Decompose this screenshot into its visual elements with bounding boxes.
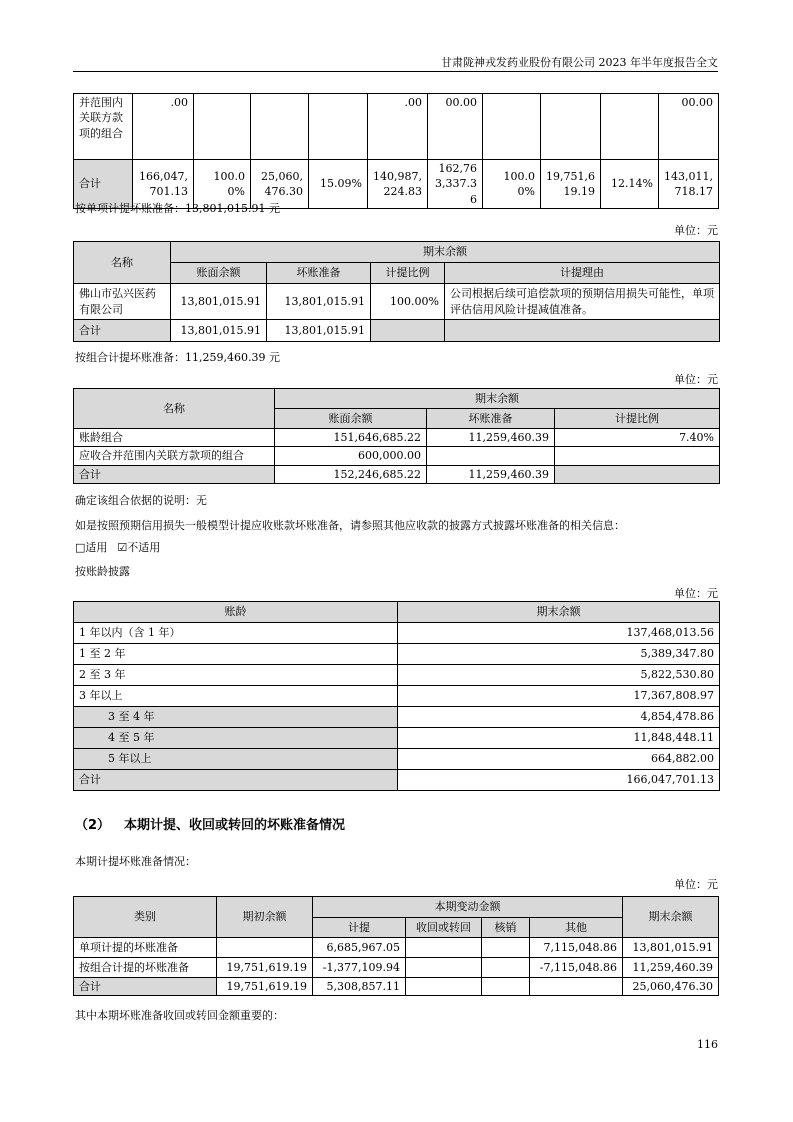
table-cell: 152,246,685.22 <box>275 465 427 483</box>
table-cell: 11,259,460.39 <box>427 429 555 447</box>
column-header: 核销 <box>482 918 530 938</box>
table-cell: 664,882.00 <box>398 749 720 770</box>
movement-footer-note: 其中本期坏账准备收回或转回金额重要的： <box>75 1009 284 1022</box>
column-header: 名称 <box>74 242 171 284</box>
column-header: 坏账准备 <box>427 409 555 429</box>
table-cell <box>371 320 445 342</box>
table-cell <box>309 94 368 160</box>
table-cell <box>483 94 541 160</box>
column-header: 名称 <box>74 389 275 429</box>
row-label: 1 至 2 年 <box>74 644 398 665</box>
applicable-label: 适用 <box>85 541 108 554</box>
table-cell <box>217 938 313 958</box>
table-cell: 11,259,460.39 <box>623 958 719 978</box>
table-cell <box>482 938 530 958</box>
table-cell: 19,751,619.19 <box>217 958 313 978</box>
row-label: 应收合并范围内关联方款项的组合 <box>74 447 275 465</box>
table-cell: 5,308,857.11 <box>313 978 406 996</box>
table-cell: 00.00 <box>428 94 483 160</box>
column-header: 账面余额 <box>275 409 427 429</box>
table-cell <box>482 958 530 978</box>
not-applicable-label: 不适用 <box>127 541 161 554</box>
row-label: 3 至 4 年 <box>74 707 398 728</box>
table-cell: 143,011,718.17 <box>659 160 719 209</box>
table-cell <box>482 978 530 996</box>
table-cell <box>530 978 623 996</box>
group-provision-table <box>73 388 720 484</box>
table-cell <box>406 978 482 996</box>
table-cell <box>406 938 482 958</box>
table-cell: 6,685,967.05 <box>313 938 406 958</box>
column-header: 账龄 <box>74 602 398 623</box>
total-row-label: 合计 <box>74 160 133 209</box>
unit-label: 单位：元 <box>674 224 718 237</box>
group-provision-intro: 按组合计提坏账准备：11,259,460.39 元 <box>75 351 280 364</box>
table-cell: 11,848,448.11 <box>398 728 720 749</box>
row-label: 2 至 3 年 <box>74 665 398 686</box>
total-row-label: 合计 <box>74 320 171 342</box>
table-cell: 100.00% <box>371 284 445 320</box>
table-cell: .00 <box>133 94 194 160</box>
table-cell: 600,000.00 <box>275 447 427 465</box>
table-cell <box>406 958 482 978</box>
column-header: 计提比例 <box>555 409 720 429</box>
table-cell: 13,801,015.91 <box>267 284 371 320</box>
table-cell: 166,047,701.13 <box>133 160 194 209</box>
row-label: 3 年以上 <box>74 686 398 707</box>
group-header: 本期变动金额 <box>313 897 623 918</box>
combo-basis-note: 确定该组合依据的说明：无 <box>75 494 207 507</box>
column-header: 计提比例 <box>371 263 445 284</box>
table-cell: 17,367,808.97 <box>398 686 720 707</box>
ecl-model-note: 如是按照预期信用损失一般模型计提应收账款坏账准备，请参照其他应收款的披露方式披露坏账准备的相关信息： <box>75 519 625 532</box>
table-cell <box>555 447 720 465</box>
movement-table <box>73 896 719 996</box>
table-cell: 19,751,619.19 <box>541 160 601 209</box>
table-cell: 13,801,015.91 <box>267 320 371 342</box>
table-cell: 13,801,015.91 <box>623 938 719 958</box>
table-cell: 100.00% <box>483 160 541 209</box>
table-cell: 公司根据后续可追偿款项的预期信用损失可能性，单项评估信用风险计提减值准备。 <box>445 284 720 320</box>
unit-label: 单位：元 <box>674 373 718 386</box>
table-cell <box>445 320 720 342</box>
row-label: 佛山市弘兴医药有限公司 <box>74 284 171 320</box>
column-header: 期末余额 <box>623 897 719 938</box>
group-header: 期末余额 <box>171 242 720 263</box>
single-provision-table <box>73 241 720 342</box>
column-header: 类别 <box>74 897 217 938</box>
page-number: 116 <box>697 1038 718 1051</box>
checkbox-checked-icon: ☑ <box>117 541 128 554</box>
table-cell: 7.40% <box>555 429 720 447</box>
table-cell: 140,987,224.83 <box>368 160 428 209</box>
movement-intro: 本期计提坏账准备情况： <box>75 855 196 868</box>
table-cell <box>251 94 309 160</box>
column-header: 期初余额 <box>217 897 313 938</box>
table-cell: 13,801,015.91 <box>171 320 267 342</box>
table-cell: 11,259,460.39 <box>427 465 555 483</box>
column-header: 其他 <box>530 918 623 938</box>
row-label: 5 年以上 <box>74 749 398 770</box>
table-cell: 151,646,685.22 <box>275 429 427 447</box>
header-rule <box>73 71 718 72</box>
table-cell: -1,377,109.94 <box>313 958 406 978</box>
total-row-label: 合计 <box>74 465 275 483</box>
table-cell <box>427 447 555 465</box>
unit-label: 单位：元 <box>674 587 718 600</box>
column-header: 计提理由 <box>445 263 720 284</box>
table-cell <box>194 94 251 160</box>
table-cell <box>555 465 720 483</box>
column-header: 坏账准备 <box>267 263 371 284</box>
table-cell: 19,751,619.19 <box>217 978 313 996</box>
applicability-line <box>75 539 170 555</box>
table-cell: 166,047,701.13 <box>398 770 720 791</box>
unit-label: 单位：元 <box>674 878 718 891</box>
table-cell: 25,060,476.30 <box>251 160 309 209</box>
row-label: 4 至 5 年 <box>74 728 398 749</box>
table-cell: 4,854,478.86 <box>398 707 720 728</box>
checkbox-unchecked-icon: □ <box>75 541 86 554</box>
group-header: 期末余额 <box>275 389 720 409</box>
aging-disclosure-label: 按账龄披露 <box>75 565 130 578</box>
row-label: 账龄组合 <box>74 429 275 447</box>
column-header: 账面余额 <box>171 263 267 284</box>
table-cell: 137,468,013.56 <box>398 623 720 644</box>
table-cell: 15.09% <box>309 160 368 209</box>
section-number: （2） <box>75 818 111 833</box>
carryover-provision-table <box>73 93 719 209</box>
table-cell: 13,801,015.91 <box>171 284 267 320</box>
table-cell: 5,389,347.80 <box>398 644 720 665</box>
table-cell: -7,115,048.86 <box>530 958 623 978</box>
single-provision-intro: 按单项计提坏账准备：13,801,015.91 元 <box>75 202 280 215</box>
table-cell <box>541 94 601 160</box>
table-cell: 100.00% <box>194 160 251 209</box>
table-cell: 12.14% <box>601 160 659 209</box>
document-header-title: 甘肃陇神戎发药业股份有限公司 2023 年半年度报告全文 <box>441 56 718 69</box>
column-header: 计提 <box>313 918 406 938</box>
row-label: 1 年以内（含 1 年） <box>74 623 398 644</box>
column-header: 收回或转回 <box>406 918 482 938</box>
column-header: 期末余额 <box>398 602 720 623</box>
aging-table <box>73 601 720 791</box>
row-label: 按组合计提的坏账准备 <box>74 958 217 978</box>
section-heading <box>75 814 345 833</box>
table-cell: 25,060,476.30 <box>623 978 719 996</box>
table-cell <box>601 94 659 160</box>
total-row-label: 合计 <box>74 978 217 996</box>
table-cell: 00.00 <box>659 94 719 160</box>
table-cell: 7,115,048.86 <box>530 938 623 958</box>
row-label: 单项计提的坏账准备 <box>74 938 217 958</box>
total-row-label: 合计 <box>74 770 398 791</box>
table-cell: 162,763,337.36 <box>428 160 483 209</box>
section-title: 本期计提、收回或转回的坏账准备情况 <box>124 818 346 833</box>
table-cell: .00 <box>368 94 428 160</box>
table-cell: 5,822,530.80 <box>398 665 720 686</box>
row-label: 并范围内关联方款项的组合 <box>74 94 133 160</box>
